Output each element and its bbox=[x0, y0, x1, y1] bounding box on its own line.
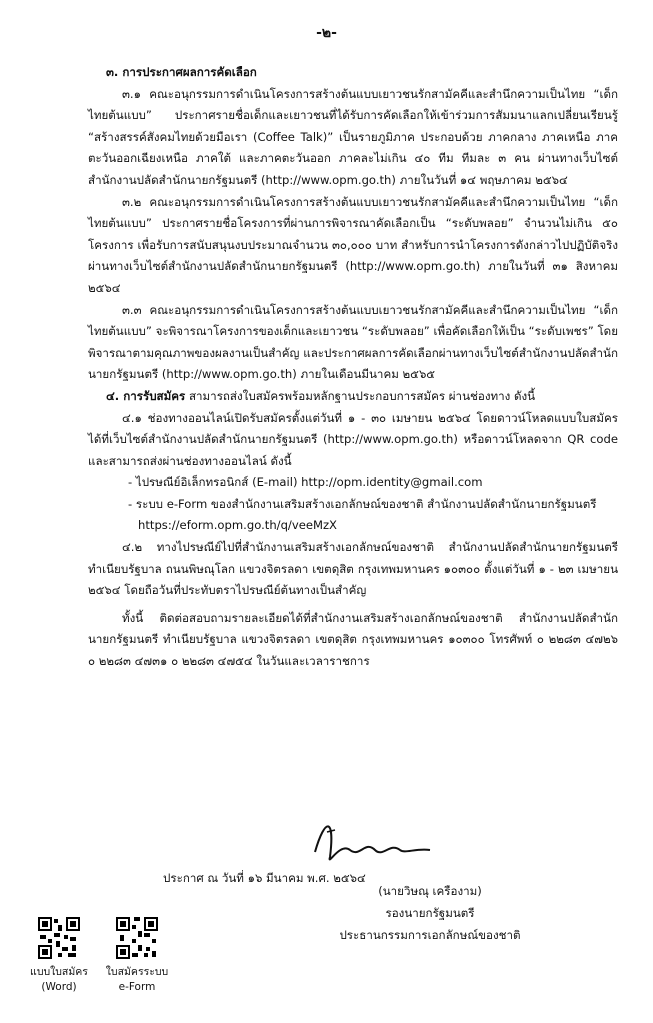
qr-eform-label-2: e-Form bbox=[118, 981, 156, 993]
closing-paragraph: ทั้งนี้ ติดต่อสอบถามรายละเอียดได้ที่สำนักงานเสริมสร้างเอกลักษณ์ของชาติ สำนักงานปลัดสำนักนายกรัฐมนตรี ทำเนียบรัฐบาล แขวงจิตรลดา เขตดุสิต กรุงเทพมหานคร ๑๐๓๐๐ โทรศัพท์ ๐ ๒๒๘๓ ๔๗๒๖ ๐ ๒๒๘๓ ๔๗๓๑ ๐ ๒๒๘๓ ๔๗๕๔ ในวันและเวลาราชการ bbox=[88, 610, 618, 669]
qr-code-word bbox=[38, 917, 80, 959]
signer-title-1: รองนายกรัฐมนตรี bbox=[385, 906, 475, 920]
signer-title-2: ประธานกรรมการเอกลักษณ์ของชาติ bbox=[339, 928, 521, 942]
section3-heading: ๓. การประกาศผลการคัดเลือก bbox=[106, 65, 257, 79]
qr-code-eform bbox=[116, 917, 158, 959]
qr-word-label-1: แบบใบสมัคร bbox=[30, 966, 88, 978]
paragraph-4-2: ๔.๒ ทางไปรษณีย์ไปที่สำนักงานเสริมสร้างเอกลักษณ์ของชาติ สำนักงานปลัดสำนักนายกรัฐมนตรี ทำเนียบรัฐบาล ถนนพิษณุโลก แขวงจิตรลดา เขตดุสิต กรุงเทพมหานคร ๑๐๓๐๐ ตั้งแต่วันที่ ๑ - ๒๓ เมษายน ๒๕๖๔ โดยถือวันที่ประทับตราไปรษณีย์ต้นทางเป็นสำคัญ bbox=[88, 540, 618, 598]
document-body bbox=[88, 62, 618, 673]
bullet-email: - ไปรษณีย์อิเล็กทรอนิกส์ (E-mail) http://opm.identity@gmail.com bbox=[128, 475, 483, 490]
bullet-eform: - ระบบ e-Form ของสำนักงานเสริมสร้างเอกลักษณ์ของชาติ สำนักงานปลัดสำนักนายกรัฐมนตรี https://eform.opm.go.th/q/veeMzX bbox=[128, 496, 597, 533]
section4-heading-line bbox=[88, 386, 618, 408]
section4-heading-rest: สามารถส่งใบสมัครพร้อมหลักฐานประกอบการสมัคร ผ่านช่องทาง ดังนี้ bbox=[185, 388, 536, 403]
paragraph-3-3: ๓.๓ คณะอนุกรรมการดำเนินโครงการสร้างต้นแบบเยาวชนรักสามัคคีและสำนึกความเป็นไทย “เด็กไทยต้นแบบ” จะพิจารณาโครงการของเด็กและเยาวชน “ระดับพลอย” เพื่อคัดเลือกให้เป็น “ระดับเพชร” โดยพิจารณาตามคุณภาพของผลงานเป็นสำคัญ และประกาศผลการคัดเลือกผ่านทางเว็บไซต์สำนักงานปลัดสำนักนายกรัฐมนตรี (http://www.opm.go.th) ภายในเดือนมีนาคม ๒๕๖๕ bbox=[88, 302, 618, 382]
paragraph-3-1: ๓.๑ คณะอนุกรรมการดำเนินโครงการสร้างต้นแบบเยาวชนรักสามัคคีและสำนึกความเป็นไทย “เด็กไทยต้นแบบ” ประกาศรายชื่อเด็กและเยาวชนที่ได้รับการคัดเลือกให้เข้าร่วมการสัมมนาแลกเปลี่ยนเรียนรู้ “สร้างสรรค์สังคมไทยด้วยมือเรา (Coffee Talk)” เป็นรายภูมิภาค ประกอบด้วย ภาคกลาง ภาคเหนือ ภาคตะวันออกเฉียงเหนือ ภาคใต้ และภาคตะวันออก ภาคละไม่เกิน ๔๐ ทีม ทีมละ ๓ คน ผ่านทางเว็บไซต์สำนักงานปลัดสำนักนายกรัฐมนตรี (http://www.opm.go.th) ภายในวันที่ ๑๔ พฤษภาคม ๒๕๖๔ bbox=[88, 86, 618, 187]
signature-image bbox=[305, 812, 435, 872]
signer-name: (นายวิษณุ เครืองาม) bbox=[378, 884, 482, 898]
signer-block bbox=[330, 880, 530, 946]
qr-eform-label bbox=[97, 965, 177, 995]
page-number: -๒- bbox=[316, 25, 337, 41]
qr-word-label bbox=[19, 965, 99, 995]
announcement-date: ประกาศ ณ วันที่ ๑๖ มีนาคม พ.ศ. ๒๕๖๔ bbox=[163, 871, 366, 885]
paragraph-4-1: ๔.๑ ช่องทางออนไลน์เปิดรับสมัครตั้งแต่วันที่ ๑ - ๓๐ เมษายน ๒๕๖๔ โดยดาวน์โหลดแบบใบสมัครได้ที่เว็บไซต์สำนักงานปลัดสำนักนายกรัฐมนตรี (http://www.opm.go.th) หรือดาวน์โหลดจาก QR code และสามารถส่งผ่านช่องทางออนไลน์ ดังนี้ bbox=[88, 410, 618, 468]
section4-heading: ๔. การรับสมัคร bbox=[106, 388, 186, 403]
qr-eform-label-1: ใบสมัครระบบ bbox=[105, 966, 169, 978]
paragraph-3-2: ๓.๒ คณะอนุกรรมการดำเนินโครงการสร้างต้นแบบเยาวชนรักสามัคคีและสำนึกความเป็นไทย “เด็กไทยต้นแบบ” ประกาศรายชื่อโครงการที่ผ่านการพิจารณาคัดเลือกเป็น “ระดับพลอย” จำนวนไม่เกิน ๕๐ โครงการ เพื่อรับการสนับสนุนงบประมาณจำนวน ๓๐,๐๐๐ บาท สำหรับการนำโครงการดังกล่าวไปปฏิบัติจริง ผ่านทางเว็บไซต์สำนักงานปลัดสำนักนายกรัฐมนตรี (http://www.opm.go.th) ภายในวันที่ ๓๑ สิงหาคม ๒๕๖๔ bbox=[88, 194, 618, 295]
qr-word-label-2: (Word) bbox=[41, 981, 77, 993]
